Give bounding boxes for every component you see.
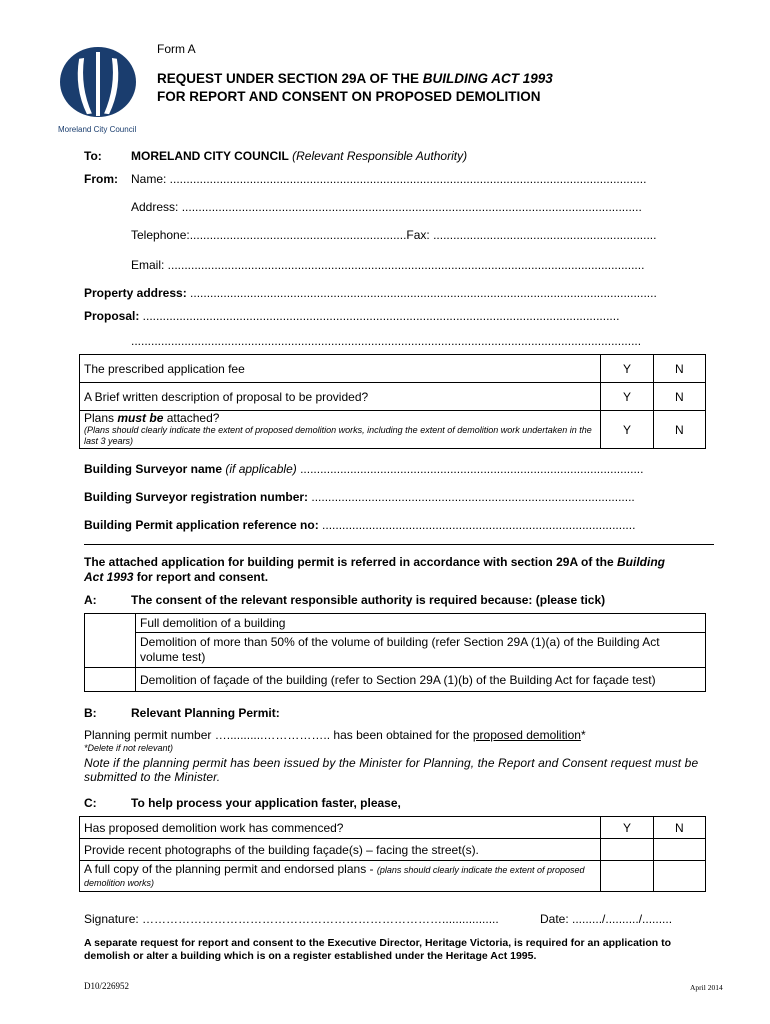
- surveyor-registration-dots: .................................................................................................: [308, 490, 635, 504]
- to-label: To:: [84, 149, 102, 163]
- name-field[interactable]: Name: ...............................................................................................................................................: [131, 172, 647, 186]
- address-field[interactable]: Address: ..........................................................................................................................................: [131, 200, 642, 214]
- referral-line-1: The attached application for building permit is referred in accordance with section 29A of the: [84, 555, 617, 569]
- option-volume-demolition: Demolition of more than 50% of the volume of building (refer Section 29A (1)(a) of the Building Act volume test): [136, 633, 706, 668]
- checklist-item-plans: [80, 411, 601, 449]
- proposal-row[interactable]: [84, 309, 697, 323]
- plans-text: Plans: [84, 411, 118, 425]
- planning-copy-text: A full copy of the planning permit and endorsed plans -: [84, 862, 377, 876]
- table-row: [80, 839, 706, 861]
- no-box[interactable]: N: [653, 817, 705, 839]
- yes-box[interactable]: Y: [601, 411, 653, 449]
- yes-box[interactable]: Y: [601, 383, 653, 411]
- planning-copy-item: [80, 861, 601, 892]
- section-b-heading: Relevant Planning Permit:: [131, 706, 280, 720]
- table-row: [80, 817, 706, 839]
- tick-box[interactable]: [85, 614, 136, 668]
- proposed-demolition-text: proposed demolition: [472, 728, 581, 742]
- title-part-b: BUILDING ACT 1993: [422, 71, 553, 86]
- signature-field[interactable]: Signature: ………………………………………………………………….................: [84, 912, 499, 926]
- table-row: [80, 383, 706, 411]
- heritage-note: A separate request for report and consent to the Executive Director, Heritage Victoria, is required for an application to demolish or alter a building which is on a register established under the Heritage Act 1995.: [84, 937, 671, 962]
- table-row: [85, 633, 706, 668]
- to-note: (Relevant Responsible Authority): [292, 149, 468, 163]
- surveyor-name-row[interactable]: [84, 462, 697, 476]
- table-row: [80, 861, 706, 892]
- section-c-table: [79, 816, 706, 892]
- yes-box[interactable]: [601, 861, 653, 892]
- planning-permit-row[interactable]: [84, 728, 586, 742]
- referral-act-2: Act 1993: [84, 570, 134, 584]
- surveyor-registration-row[interactable]: [84, 490, 697, 504]
- section-c-heading: To help process your application faster, please,: [131, 796, 401, 810]
- commenced-question: Has proposed demolition work has commenced?: [80, 817, 601, 839]
- to-authority: MORELAND CITY COUNCIL: [131, 149, 289, 163]
- yes-box[interactable]: [601, 839, 653, 861]
- document-ref: D10/226952: [84, 981, 129, 991]
- plans-note: (Plans should clearly indicate the extent of proposed demolition works, including the extent of demolition work undertaken in the last 3 years): [84, 425, 592, 446]
- property-address-label: Property address:: [84, 286, 187, 300]
- yes-box[interactable]: Y: [601, 355, 653, 383]
- checklist-item-description: A Brief written description of proposal to be provided?: [80, 383, 601, 411]
- permit-reference-row[interactable]: [84, 518, 697, 532]
- proposal-dots: ...............................................................................................................................................: [139, 309, 620, 323]
- minister-note: Note if the planning permit has been issued by the Minister for Planning, the Report and Consent request must be submitted to the Minister.: [84, 756, 699, 784]
- section-a-table: [84, 613, 706, 692]
- surveyor-name-note: (if applicable): [222, 462, 297, 476]
- planning-permit-text: Planning permit number …...........…………….. has been obtained for the: [84, 728, 473, 742]
- no-box[interactable]: N: [653, 355, 705, 383]
- plans-attached: attached?: [163, 411, 220, 425]
- referral-text: [84, 555, 719, 585]
- logo-text: Moreland City Council: [58, 125, 137, 134]
- no-box[interactable]: [653, 861, 705, 892]
- tick-box[interactable]: [85, 668, 136, 692]
- permit-reference-label: Building Permit application reference no:: [84, 518, 319, 532]
- section-a-label: A:: [84, 593, 97, 607]
- to-value: [131, 149, 467, 163]
- title-line-1: [157, 71, 553, 86]
- telephone-fax-field[interactable]: Telephone:.................................................................Fax: ...................................................................: [131, 228, 657, 242]
- section-b-label: B:: [84, 706, 97, 720]
- section-c-label: C:: [84, 796, 97, 810]
- form-label: Form A: [157, 42, 196, 56]
- checklist-item-fee: The prescribed application fee: [80, 355, 601, 383]
- yes-box[interactable]: Y: [601, 817, 653, 839]
- table-row: [85, 614, 706, 633]
- section-a-heading: The consent of the relevant responsible authority is required because: (please tick): [131, 593, 606, 607]
- surveyor-name-dots: .......................................................................................................: [296, 462, 644, 476]
- option-full-demolition: Full demolition of a building: [136, 614, 706, 633]
- from-label: From:: [84, 172, 118, 186]
- referral-line-2: for report and consent.: [133, 570, 269, 584]
- email-field[interactable]: Email: ...............................................................................................................................................: [131, 258, 645, 272]
- no-box[interactable]: N: [653, 411, 705, 449]
- no-box[interactable]: N: [653, 383, 705, 411]
- photographs-item: Provide recent photographs of the building façade(s) – facing the street(s).: [80, 839, 601, 861]
- checklist-table-1: [79, 354, 706, 449]
- proposal-row-2[interactable]: .........................................................................................................................................................: [131, 334, 642, 348]
- title-line-2: FOR REPORT AND CONSENT ON PROPOSED DEMOLITION: [157, 89, 541, 104]
- plans-must-be: must be: [117, 411, 164, 425]
- surveyor-name-label: Building Surveyor name: [84, 462, 223, 476]
- table-row: [80, 411, 706, 449]
- table-row: [85, 668, 706, 692]
- title-part-a: REQUEST UNDER SECTION 29A OF THE: [157, 71, 423, 86]
- document-date: April 2014: [690, 983, 723, 992]
- planning-copy-note: (plans should clearly indicate the extent of proposed demolition works): [84, 865, 585, 888]
- surveyor-registration-label: Building Surveyor registration number:: [84, 490, 309, 504]
- property-address-dots: ............................................................................................................................................: [186, 286, 657, 300]
- council-logo: [58, 46, 144, 134]
- property-address-row[interactable]: [84, 286, 697, 300]
- permit-reference-dots: ..............................................................................................: [318, 518, 636, 532]
- delete-note: *Delete if not relevant): [84, 743, 174, 753]
- date-field[interactable]: Date: ........./........../.........: [540, 912, 673, 926]
- moreland-logo-icon: [58, 46, 144, 120]
- referral-act-1: Building: [617, 555, 665, 569]
- option-facade-demolition: Demolition of façade of the building (refer to Section 29A (1)(b) of the Building Act for façade test): [136, 668, 706, 692]
- no-box[interactable]: [653, 839, 705, 861]
- divider: [84, 544, 714, 545]
- table-row: [80, 355, 706, 383]
- proposal-label: Proposal:: [84, 309, 140, 323]
- asterisk: *: [580, 728, 586, 742]
